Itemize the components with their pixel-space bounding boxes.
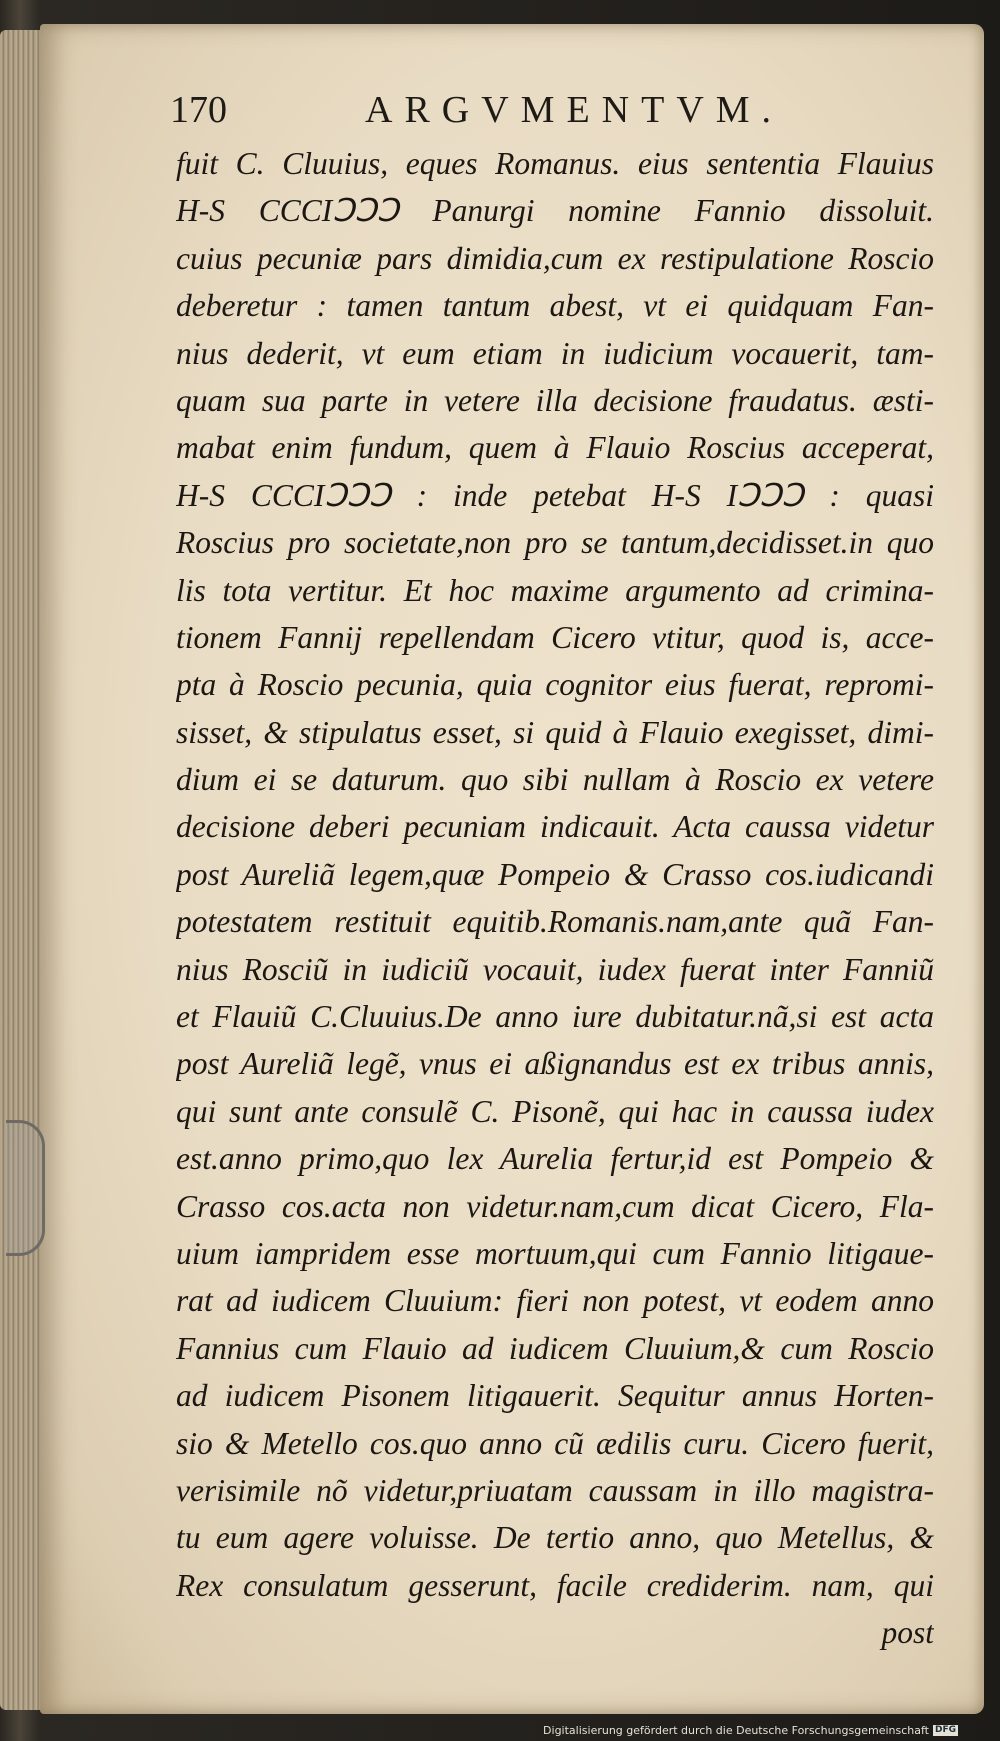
- dfg-logo: DFG: [934, 1725, 956, 1735]
- text-line: quam sua parte in vetere illa decisione fraudatus. æsti-: [176, 382, 934, 418]
- page-number: 170: [170, 89, 227, 131]
- credit-text: Digitalisierung gefördert durch die Deutsche Forschungsgemeinschaft: [543, 1724, 929, 1737]
- text-line: H-S CCCIↃↃↃ Panurgi nomine Fannio dissoluit.: [176, 193, 934, 229]
- catchword: post: [881, 1615, 934, 1651]
- text-line: sisset, & stipulatus esset, si quid à Flauio exegisset, dimi-: [176, 714, 934, 750]
- text-line: Crasso cos.acta non videtur.nam,cum dicat Cicero, Fla-: [176, 1188, 934, 1224]
- text-line: tu eum agere voluisse. De tertio anno, quo Metellus, &: [176, 1520, 934, 1556]
- text-line: ad iudicem Pisonem litigauerit. Sequitur annus Horten-: [176, 1378, 934, 1414]
- text-line: deberetur : tamen tantum abest, vt ei quidquam Fan-: [176, 288, 934, 324]
- text-line: Roscius pro societate,non pro se tantum,decidisset.in quo: [176, 525, 934, 561]
- text-line: sio & Metello cos.quo anno cũ ædilis curu. Cicero fuerit,: [176, 1425, 934, 1461]
- text-line: Rex consulatum gesserunt, facile crediderim. nam, qui: [176, 1567, 934, 1603]
- text-line: lis tota vertitur. Et hoc maxime argumento ad crimina-: [176, 572, 934, 608]
- text-line: tionem Fannij repellendam Cicero vtitur, quod is, acce-: [176, 619, 934, 655]
- text-line: nius dederit, vt eum etiam in iudicium vocauerit, tam-: [176, 335, 934, 371]
- text-line: fuit C. Cluuius, eques Romanus. eius sententia Flauius: [176, 146, 934, 181]
- book-page-edges: [0, 30, 42, 1710]
- text-line: decisione deberi pecuniam indicauit. Acta caussa videtur: [176, 809, 934, 845]
- footer-credit: [543, 1724, 958, 1737]
- running-head: ARGVMENTVM.: [365, 89, 784, 131]
- text-line: Fannius cum Flauio ad iudicem Cluuium,& cum Roscio: [176, 1330, 934, 1366]
- text-line: qui sunt ante consulẽ C. Pisonẽ, qui hac in caussa iudex: [176, 1093, 934, 1129]
- text-line: verisimile nõ videtur,priuatam caussam in illo magistra-: [176, 1472, 934, 1508]
- book-strap: [6, 1120, 45, 1256]
- text-line: rat ad iudicem Cluuium: fieri non potest, vt eodem anno: [176, 1283, 934, 1319]
- text-line: et Flauiũ C.Cluuius.De anno iure dubitatur.nã,si est acta: [176, 999, 934, 1035]
- text-line: post Aureliã legem,quæ Pompeio & Crasso cos.iudicandi: [176, 856, 934, 892]
- text-line: pta à Roscio pecunia, quia cognitor eius fuerat, repromi-: [176, 667, 934, 703]
- page-header: [170, 82, 930, 132]
- text-line: nius Rosciũ in iudiciũ vocauit, iudex fuerat inter Fanniũ: [176, 951, 934, 987]
- text-line: post Aureliã legẽ, vnus ei aßignandus est ex tribus annis,: [176, 1046, 934, 1082]
- text-line: uium iampridem esse mortuum,qui cum Fannio litigaue-: [176, 1235, 934, 1271]
- text-line: cuius pecuniæ pars dimidia,cum ex restipulatione Roscio: [176, 240, 934, 276]
- text-line: dium ei se daturum. quo sibi nullam à Roscio ex vetere: [176, 762, 934, 798]
- body-text: [176, 140, 934, 1657]
- text-line: mabat enim fundum, quem à Flauio Roscius acceperat,: [176, 430, 934, 466]
- text-line: potestatem restituit equitib.Romanis.nam,ante quã Fan-: [176, 904, 934, 940]
- text-line: est.anno primo,quo lex Aurelia fertur,id est Pompeio &: [176, 1141, 934, 1177]
- text-line: H-S CCCIↃↃↃ : inde petebat H-S IↃↃↃ : quasi: [176, 477, 934, 513]
